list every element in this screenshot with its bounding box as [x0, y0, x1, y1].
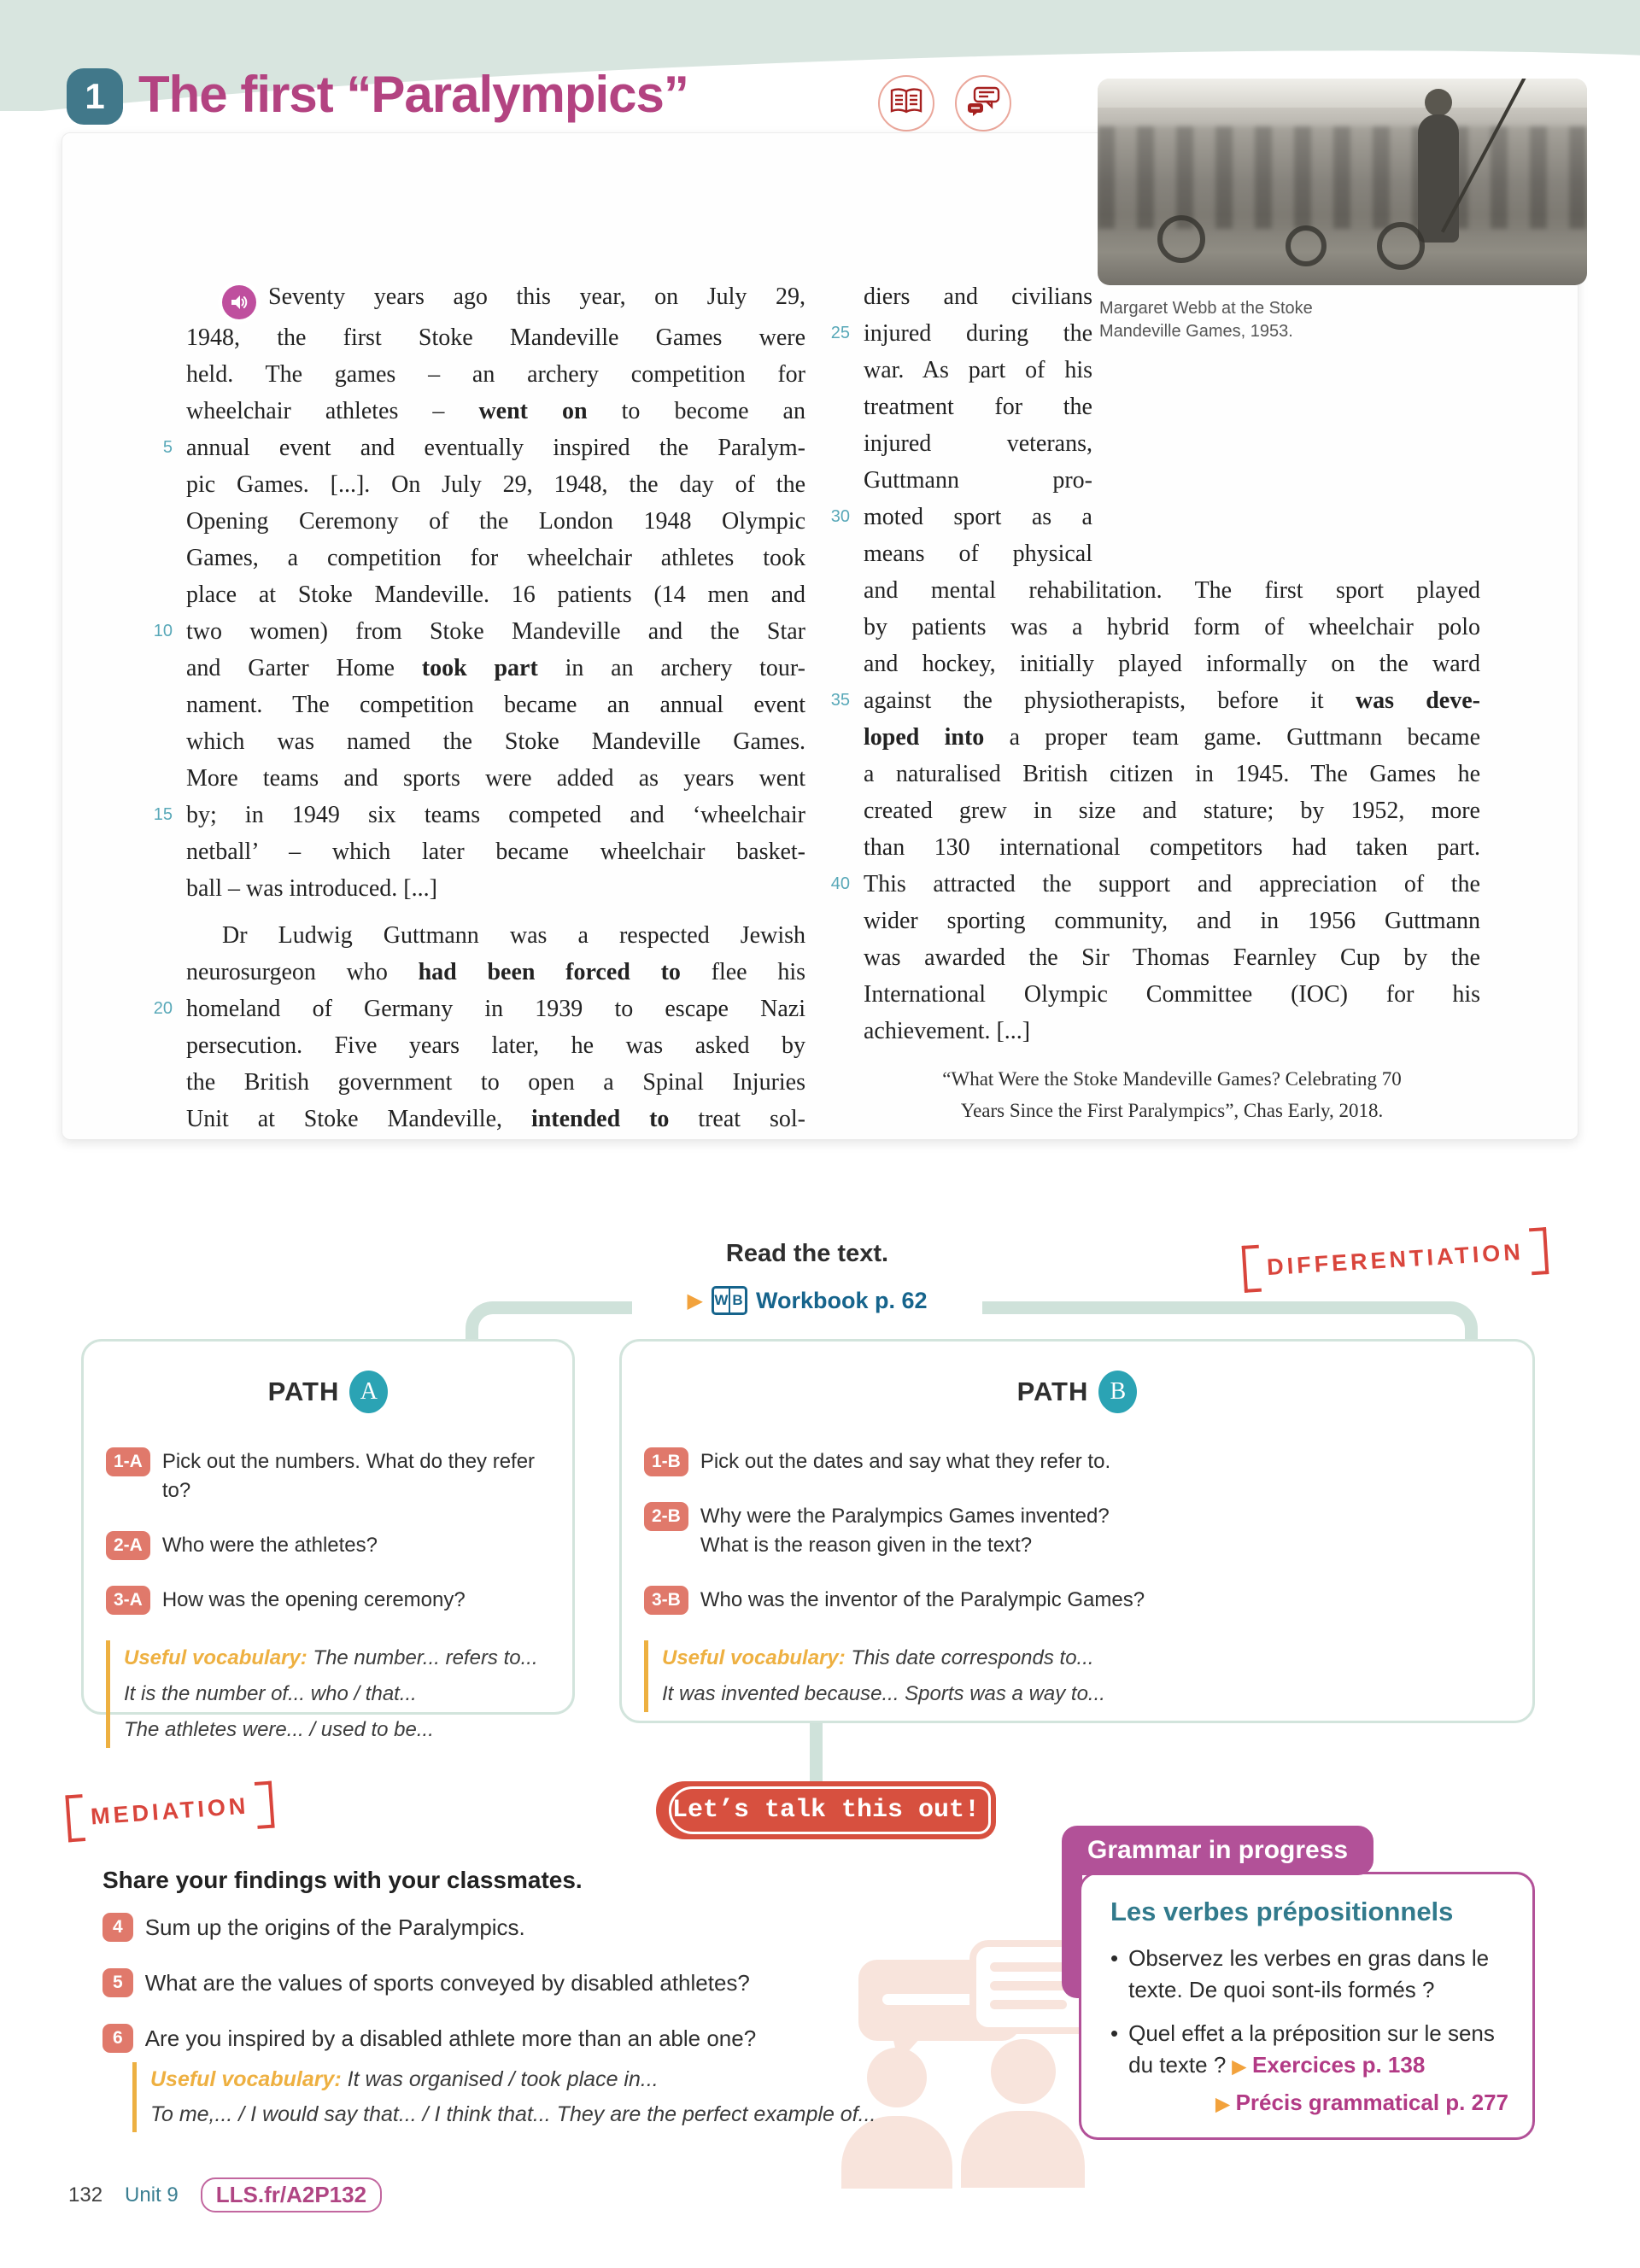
path-a-box — [81, 1339, 575, 1741]
question-text: Who was the inventor of the Paralympic Games? — [700, 1588, 1145, 1611]
question-row — [106, 1447, 550, 1505]
line-number — [133, 576, 186, 613]
line-text: diers and civilians — [864, 284, 1092, 310]
speech-bubbles-icon — [966, 86, 1000, 121]
line-text: and hockey, initially played informally on the ward — [864, 651, 1480, 677]
line-number — [133, 356, 186, 393]
line-number — [811, 609, 864, 646]
mediation-stamp: MEDIATION — [65, 1781, 274, 1843]
text-line — [133, 503, 805, 540]
question-row — [106, 1531, 550, 1560]
line-text: war. As part of his — [864, 357, 1092, 383]
question-badge: 5 — [102, 1968, 133, 1997]
text-line — [811, 315, 1092, 352]
text-line — [133, 650, 805, 687]
text-line — [133, 954, 805, 991]
precis-link-label: Précis grammatical p. 277 — [1235, 2090, 1508, 2115]
text-line — [811, 609, 1480, 646]
photo-detail — [1157, 215, 1205, 263]
path-a-questions — [106, 1447, 550, 1615]
line-text: This attracted the support and appreciation of the — [864, 871, 1480, 897]
line-text: which was named the Stoke Mandeville Games. — [186, 728, 805, 755]
question-badge: 1-B — [644, 1447, 688, 1476]
line-text: and Garter Home took part in an archery tour- — [186, 655, 805, 681]
line-text: persecution. Five years later, he was asked by — [186, 1032, 805, 1059]
line-number — [811, 976, 864, 1013]
question-row — [644, 1502, 1510, 1560]
line-number — [811, 903, 864, 939]
question-row — [644, 1586, 1510, 1615]
path-a-vocabulary — [106, 1640, 550, 1748]
text-line — [133, 687, 805, 723]
photo-caption — [1099, 297, 1381, 343]
line-number — [133, 503, 186, 540]
question-row — [102, 1968, 1068, 1997]
line-text: injured veterans, — [864, 430, 1092, 457]
talk-banner-label: Let’s talk this out! — [671, 1796, 981, 1825]
text-line — [133, 1027, 805, 1064]
source-line: “What Were the Stoke Mandeville Games? Celebrating 70 — [942, 1068, 1402, 1090]
useful-vocabulary: Useful vocabulary: This date corresponds to... It was invented because... Sports was a way to... — [644, 1640, 1510, 1712]
question-row — [102, 2024, 1068, 2053]
question-badge: 1-A — [106, 1447, 150, 1476]
path-a-title — [106, 1371, 550, 1413]
photo-detail — [1425, 89, 1452, 116]
text-line — [133, 833, 805, 870]
line-text: than 130 international competitors had taken part. — [864, 834, 1480, 861]
line-text: held. The games – an archery competition for — [186, 361, 805, 388]
question-text: How was the opening ceremony? — [161, 1588, 466, 1611]
line-number — [811, 572, 864, 609]
line-number: 30 — [830, 507, 850, 526]
question-text: Are you inspired by a disabled athlete more than an able one? — [144, 2025, 757, 2051]
vocabulary-label: Useful vocabulary: — [150, 2067, 348, 2091]
line-number: 5 — [162, 438, 173, 457]
line-text: wheelchair athletes – went on to become an — [186, 398, 805, 424]
line-text: pic Games. [...]. On July 29, 1948, the day of the — [186, 471, 805, 498]
workbook-icon-letter: B — [732, 1292, 743, 1308]
text-line — [133, 1064, 805, 1101]
path-b-box — [619, 1339, 1535, 1723]
text-line — [811, 646, 1480, 682]
line-text: annual event and eventually inspired the Paralym- — [186, 435, 805, 461]
text-line — [811, 903, 1480, 939]
line-number — [133, 687, 186, 723]
line-number — [133, 1064, 186, 1101]
line-text: injured during the — [864, 320, 1092, 347]
line-text: a naturalised British citizen in 1945. The Games he — [864, 761, 1480, 787]
bullet-icon: • — [1110, 1945, 1119, 1971]
line-number: 35 — [830, 691, 850, 710]
final-vocabulary — [132, 2062, 1072, 2132]
text-line — [811, 829, 1480, 866]
line-number — [133, 1101, 186, 1137]
useful-vocabulary: Useful vocabulary: The number... refers to... It is the number of... who / that... The athletes were... / used to be... — [106, 1640, 550, 1748]
photo-detail — [1286, 225, 1327, 266]
question-row — [102, 1913, 1068, 1942]
grammar-title: Les verbes prépositionnels — [1110, 1897, 1454, 1926]
line-number — [133, 278, 186, 319]
talk-banner — [656, 1781, 996, 1839]
precis-link[interactable] — [1215, 2090, 1508, 2115]
text-line — [811, 976, 1480, 1013]
grammar-bullet-label: Quel effet a la préposition sur le sens du texte ? — [1128, 2020, 1495, 2078]
path-a-letter-badge: A — [349, 1371, 388, 1413]
question-badge: 6 — [102, 2024, 133, 2053]
bullet-icon: • — [1110, 2020, 1119, 2046]
line-text: Seventy years ago this year, on July 29, — [186, 278, 805, 319]
final-questions — [102, 1913, 1068, 2079]
text-line — [811, 682, 1480, 719]
grammar-bullet — [1110, 1943, 1508, 2006]
article-source-citation — [864, 1063, 1480, 1126]
useful-vocabulary: Useful vocabulary: It was organised / took place in... To me,... / I would say that... / I think that... They are the perfect example of... — [132, 2062, 1072, 2132]
text-line — [811, 866, 1480, 903]
audio-speaker-icon[interactable] — [222, 285, 256, 319]
exercices-link-label: Exercices p. 138 — [1251, 2052, 1426, 2078]
line-text: Dr Ludwig Guttmann was a respected Jewish — [222, 922, 805, 949]
source-line: Years Since the First Paralympics”, Chas Early, 2018. — [960, 1100, 1384, 1121]
question-text: Who were the athletes? — [161, 1534, 378, 1557]
caption-line: Margaret Webb at the Stoke — [1099, 299, 1313, 318]
line-text: wider sporting community, and in 1956 Guttmann — [864, 908, 1480, 934]
line-text: created grew in size and stature; by 1952, more — [864, 798, 1480, 824]
text-line — [811, 278, 1092, 315]
question-badge: 2-A — [106, 1531, 150, 1560]
line-number — [811, 462, 864, 499]
line-number — [811, 756, 864, 792]
text-line — [133, 278, 805, 319]
question-text: Sum up the origins of the Paralympics. — [144, 1914, 525, 1940]
line-text: treatment for the — [864, 394, 1092, 420]
workbook-icon-letter: W — [714, 1289, 730, 1312]
text-line — [811, 1013, 1480, 1049]
speaking-activity-button[interactable] — [955, 75, 1011, 132]
arrow-icon: ▶ — [1232, 2057, 1246, 2077]
workbook-link[interactable] — [632, 1277, 982, 1324]
line-number — [133, 319, 186, 356]
path-title-label: PATH — [267, 1377, 340, 1406]
line-number: 25 — [830, 324, 850, 342]
text-line — [133, 797, 805, 833]
vocabulary-label: Useful vocabulary: — [124, 1646, 313, 1669]
differentiation-stamp: DIFFERENTIATION — [1242, 1227, 1549, 1293]
text-line — [811, 535, 1092, 572]
page-number: 132 — [68, 2183, 103, 2207]
question-text: Pick out the dates and say what they refer to. — [700, 1450, 1111, 1473]
vocabulary-label: Useful vocabulary: — [662, 1646, 852, 1669]
text-line — [133, 576, 805, 613]
text-line — [811, 462, 1092, 499]
text-line — [811, 719, 1480, 756]
text-line — [811, 792, 1480, 829]
line-number — [133, 540, 186, 576]
line-text: Unit at Stoke Mandeville, intended to treat sol- — [186, 1106, 805, 1132]
line-text: nament. The competition became an annual event — [186, 692, 805, 718]
line-number — [133, 393, 186, 430]
historical-photo — [1098, 79, 1587, 285]
question-row — [106, 1586, 550, 1615]
workbook-icon — [712, 1286, 747, 1315]
text-line — [811, 572, 1480, 609]
line-text: More teams and sports were added as years went — [186, 765, 805, 792]
path-b-questions — [644, 1447, 1510, 1615]
line-text: place at Stoke Mandeville. 16 patients (14 men and — [186, 582, 805, 608]
text-line — [811, 389, 1092, 425]
text-line — [811, 425, 1092, 462]
open-book-icon — [889, 88, 923, 120]
line-text: neurosurgeon who had been forced to flee his — [186, 959, 805, 985]
line-text: means of physical — [864, 541, 1092, 567]
text-line — [811, 756, 1480, 792]
unit-label: Unit 9 — [125, 2183, 179, 2207]
line-number: 20 — [153, 999, 173, 1018]
line-text: Opening Ceremony of the London 1948 Olympic — [186, 508, 805, 535]
photo-detail — [1098, 126, 1587, 229]
line-text: Guttmann pro- — [864, 467, 1092, 494]
article-right-column-narrow — [811, 278, 1092, 572]
grammar-bullet — [1110, 2018, 1508, 2083]
exercices-link[interactable] — [1233, 2052, 1426, 2078]
path-b-vocabulary — [644, 1640, 1510, 1712]
line-number — [811, 352, 864, 389]
caption-line: Mandeville Games, 1953. — [1099, 322, 1293, 341]
grammar-box — [1079, 1872, 1535, 2140]
text-line — [811, 499, 1092, 535]
grammar-bullet-text: Observez les verbes en gras dans le texte. De quoi sont-ils formés ? — [1128, 1945, 1490, 2002]
read-instruction: Read the text. — [725, 1240, 889, 1267]
article-left-column — [133, 278, 805, 1137]
photo-detail — [1377, 222, 1425, 270]
text-line — [133, 319, 805, 356]
text-line — [133, 1101, 805, 1137]
question-row — [644, 1447, 1510, 1476]
line-number — [811, 1013, 864, 1049]
path-b-letter-badge: B — [1098, 1371, 1137, 1413]
workbook-link-label: Workbook p. 62 — [755, 1287, 928, 1313]
line-text: netball’ – which later became wheelchair basket- — [186, 839, 805, 865]
line-text: by; in 1949 six teams competed and ‘wheelchair — [186, 802, 805, 828]
text-line — [133, 613, 805, 650]
text-line — [133, 991, 805, 1027]
line-text: was awarded the Sir Thomas Fearnley Cup by the — [864, 944, 1480, 971]
line-number: 15 — [153, 805, 173, 824]
lls-link[interactable]: LLS.fr/A2P132 — [201, 2177, 382, 2212]
line-number: 40 — [830, 874, 850, 893]
text-line — [133, 723, 805, 760]
line-text: moted sport as a — [864, 504, 1092, 530]
line-number — [811, 425, 864, 462]
grammar-precis-row — [1110, 2090, 1508, 2116]
text-line — [133, 430, 805, 466]
grammar-tab: Grammar in progress — [1062, 1826, 1374, 1875]
line-number — [133, 466, 186, 503]
line-number — [811, 792, 864, 829]
line-text: 1948, the first Stoke Mandeville Games were — [186, 324, 805, 351]
line-number — [133, 650, 186, 687]
text-line — [133, 540, 805, 576]
photo-detail — [1418, 114, 1459, 243]
line-text: International Olympic Committee (IOC) for his — [864, 981, 1480, 1008]
line-number — [811, 829, 864, 866]
line-number — [133, 917, 186, 954]
path-b-title — [644, 1371, 1510, 1413]
line-text: the British government to open a Spinal Injuries — [186, 1069, 805, 1096]
question-text: What are the values of sports conveyed by disabled athletes? — [144, 1970, 750, 1996]
line-text: against the physiotherapists, before it was deve- — [864, 687, 1480, 714]
line-text: achievement. [...] — [864, 1018, 1031, 1044]
text-line — [811, 939, 1480, 976]
line-text: ball – was introduced. [...] — [186, 875, 437, 902]
text-line — [133, 393, 805, 430]
line-number — [133, 723, 186, 760]
text-line — [811, 352, 1092, 389]
line-number — [811, 646, 864, 682]
question-text: Pick out the numbers. What do they refer to? — [161, 1450, 536, 1502]
line-text: Games, a competition for wheelchair athletes took — [186, 545, 805, 571]
text-line — [133, 870, 805, 907]
share-instruction: Share your findings with your classmates. — [102, 1867, 583, 1893]
line-number — [811, 389, 864, 425]
line-text: two women) from Stoke Mandeville and the Star — [186, 618, 805, 645]
line-text: loped into a proper team game. Guttmann became — [864, 724, 1481, 751]
reading-activity-button[interactable] — [878, 75, 934, 132]
question-badge: 3-A — [106, 1586, 150, 1615]
question-badge: 2-B — [644, 1502, 688, 1531]
grammar-bullet-text — [1128, 2018, 1508, 2083]
line-number — [133, 954, 186, 991]
page-title: The first “Paralympics” — [138, 66, 688, 123]
question-badge: 4 — [102, 1913, 133, 1942]
line-number — [133, 870, 186, 907]
arrow-icon: ▶ — [687, 1289, 703, 1312]
line-number: 10 — [153, 622, 173, 640]
arrow-icon: ▶ — [1215, 2095, 1230, 2114]
line-text: by patients was a hybrid form of wheelchair polo — [864, 614, 1480, 640]
text-line — [133, 760, 805, 797]
question-badge: 3-B — [644, 1586, 688, 1615]
line-number — [811, 939, 864, 976]
line-number — [133, 1027, 186, 1064]
page-footer — [68, 2177, 382, 2212]
line-number — [811, 535, 864, 572]
line-text: homeland of Germany in 1939 to escape Nazi — [186, 996, 805, 1022]
line-text: and mental rehabilitation. The first sport played — [864, 577, 1480, 604]
text-line — [133, 356, 805, 393]
line-number — [811, 278, 864, 315]
line-number — [811, 719, 864, 756]
line-number — [133, 760, 186, 797]
text-line — [133, 917, 805, 954]
path-title-label: PATH — [1016, 1377, 1089, 1406]
line-number — [133, 833, 186, 870]
text-line — [133, 466, 805, 503]
article-right-column-full — [811, 572, 1480, 1049]
question-text: Why were the Paralympics Games invented? What is the reason given in the text? — [700, 1505, 1110, 1557]
lesson-number-badge: 1 — [67, 68, 123, 125]
